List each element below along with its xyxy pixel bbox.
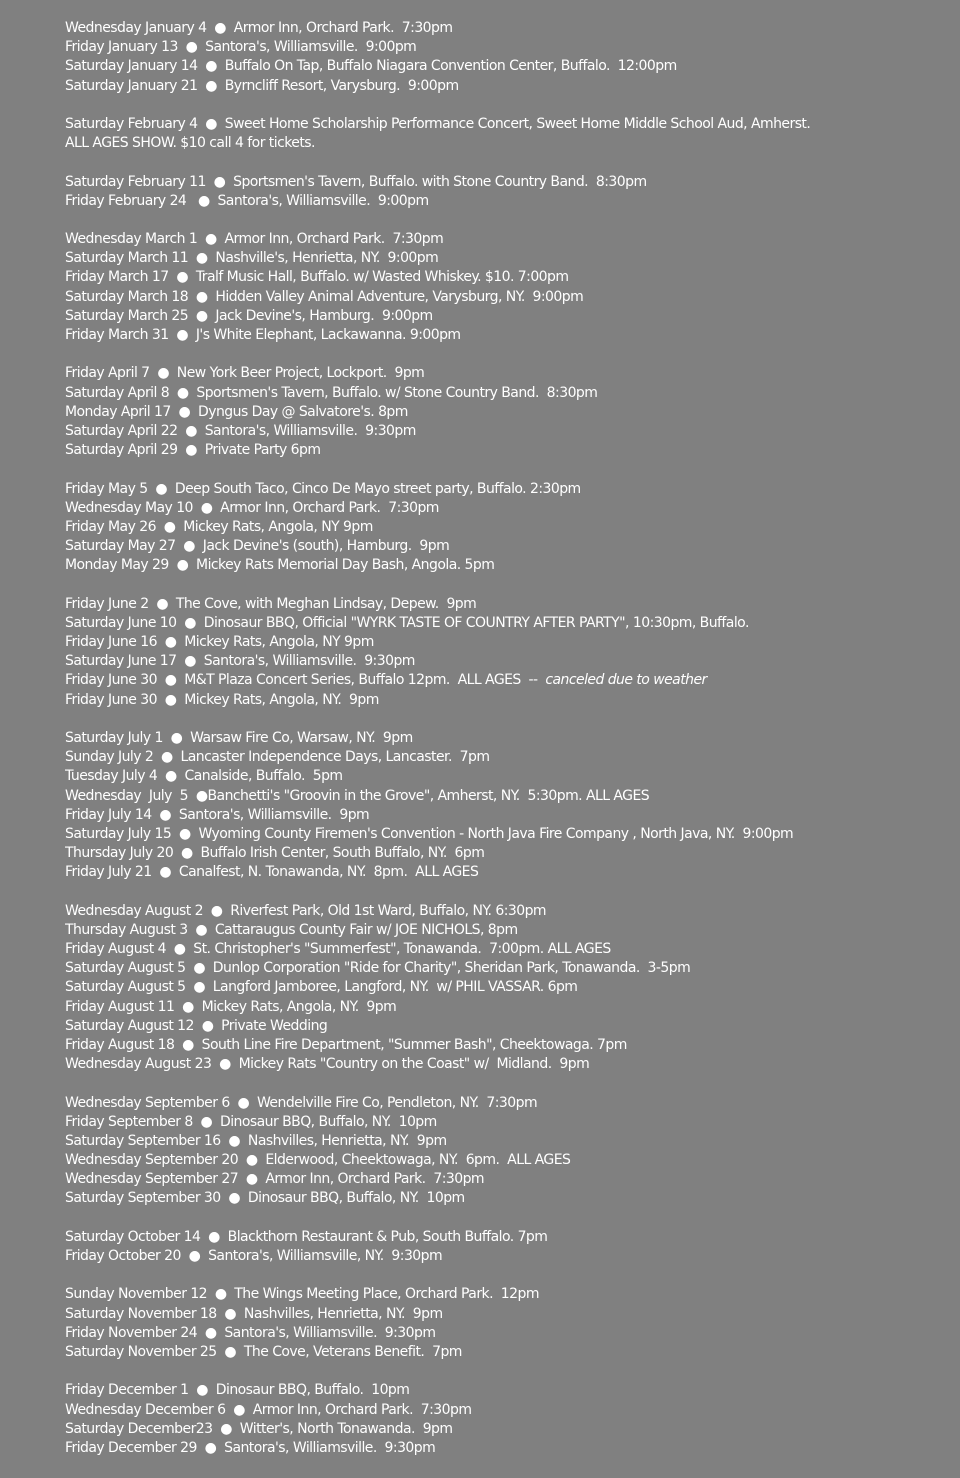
- month-group-july: [65, 729, 945, 883]
- event-item: Saturday January 14 ● Buffalo On Tap, Buffalo Niagara Convention Center, Buffalo. 12:00pm: [65, 58, 677, 75]
- event-item: Saturday March 18 ● Hidden Valley Animal Adventure, Varysburg, NY. 9:00pm: [65, 288, 584, 305]
- event-item: Saturday June 10 ● Dinosaur BBQ, Official "WYRK TASTE OF COUNTRY AFTER PARTY", 10:30pm, Buffalo.: [65, 614, 749, 631]
- month-group-september: [65, 1094, 945, 1209]
- event-item: Friday August 4 ● St. Christopher's "Summerfest", Tonawanda. 7:00pm. ALL AGES: [65, 941, 611, 957]
- event-item: Wednesday December 6 ● Armor Inn, Orchard Park. 7:30pm: [65, 1401, 472, 1418]
- month-group-august: [65, 902, 945, 1075]
- event-item: Saturday May 27 ● Jack Devine's (south), Hamburg. 9pm: [65, 538, 450, 555]
- event-item: Saturday September 30 ● Dinosaur BBQ, Buffalo, NY. 10pm: [65, 1190, 465, 1207]
- event-item-continuation: ALL AGES SHOW. $10 call 4 for tickets.: [65, 135, 315, 152]
- event-item: Saturday March 11 ● Nashville's, Henrietta, NY. 9:00pm: [65, 250, 439, 267]
- event-item: Saturday March 25 ● Jack Devine's, Hamburg. 9:00pm: [65, 307, 433, 324]
- event-item: Saturday April 29 ● Private Party 6pm: [65, 442, 321, 459]
- event-item: Saturday November 25 ● The Cove, Veterans Benefit. 7pm: [65, 1343, 462, 1360]
- event-item: Saturday September 16 ● Nashvilles, Henrietta, NY. 9pm: [65, 1132, 447, 1149]
- event-item: Thursday August 3 ● Cattaraugus County Fair w/ JOE NICHOLS, 8pm: [65, 921, 518, 938]
- event-item: Tuesday July 4 ● Canalside, Buffalo. 5pm: [65, 768, 343, 785]
- event-item: Saturday July 1 ● Warsaw Fire Co, Warsaw, NY. 9pm: [65, 729, 413, 746]
- event-schedule: [65, 19, 945, 1477]
- event-item: Friday May 26 ● Mickey Rats, Angola, NY 9pm: [65, 518, 373, 535]
- event-item: Friday March 17 ● Tralf Music Hall, Buffalo. w/ Wasted Whiskey. $10. 7:00pm: [65, 269, 569, 286]
- event-item: Wednesday May 10 ● Armor Inn, Orchard Park. 7:30pm: [65, 499, 439, 516]
- month-group-april: [65, 364, 945, 460]
- event-item: Saturday November 18 ● Nashvilles, Henrietta, NY. 9pm: [65, 1305, 443, 1322]
- event-item: Saturday April 22 ● Santora's, Williamsville. 9:30pm: [65, 422, 416, 439]
- event-item: Saturday August 5 ● Dunlop Corporation "Ride for Charity", Sheridan Park, Tonawanda. 3-5pm: [65, 960, 691, 977]
- event-item: Saturday February 4 ● Sweet Home Scholarship Performance Concert, Sweet Home Middle School Aud, Amherst.: [65, 115, 811, 132]
- event-item: Monday May 29 ● Mickey Rats Memorial Day Bash, Angola. 5pm: [65, 557, 495, 574]
- event-item: Saturday June 17 ● Santora's, Williamsville. 9:30pm: [65, 653, 415, 670]
- event-item: Sunday July 2 ● Lancaster Independence Days, Lancaster. 7pm: [65, 749, 490, 766]
- event-item: Friday July 21 ● Canalfest, N. Tonawanda, NY. 8pm. ALL AGES: [65, 864, 479, 881]
- month-group-october: [65, 1228, 945, 1266]
- event-item: Sunday November 12 ● The Wings Meeting Place, Orchard Park. 12pm: [65, 1286, 539, 1303]
- event-item: Wednesday July 5 ●Banchetti's "Groovin in the Grove", Amherst, NY. 5:30pm. ALL AGES: [65, 787, 650, 804]
- month-group-january: [65, 19, 945, 96]
- event-item: Wednesday January 4 ● Armor Inn, Orchard Park. 7:30pm: [65, 20, 453, 36]
- event-text: Friday June 30 ● M&T Plaza Concert Series, Buffalo 12pm. ALL AGES --: [65, 672, 546, 689]
- event-item: Wednesday August 2 ● Riverfest Park, Old 1st Ward, Buffalo, NY. 6:30pm: [65, 902, 547, 919]
- month-group-february: [65, 173, 945, 211]
- event-item-canceled: [65, 671, 945, 690]
- event-item: Friday March 31 ● J's White Elephant, Lackawanna. 9:00pm: [65, 327, 461, 343]
- event-item: Monday April 17 ● Dyngus Day @ Salvatore's. 8pm: [65, 403, 408, 420]
- event-item: Friday June 16 ● Mickey Rats, Angola, NY 9pm: [65, 634, 374, 650]
- event-item: Friday December 1 ● Dinosaur BBQ, Buffalo. 10pm: [65, 1382, 410, 1399]
- event-item: Wednesday September 20 ● Elderwood, Cheektowaga, NY. 6pm. ALL AGES: [65, 1152, 571, 1169]
- event-item: Saturday August 12 ● Private Wedding: [65, 1017, 328, 1034]
- month-group-february-concert: [65, 115, 945, 153]
- event-item: Friday September 8 ● Dinosaur BBQ, Buffalo, NY. 10pm: [65, 1113, 437, 1130]
- event-item: Saturday July 15 ● Wyoming County Firemen's Convention - North Java Fire Company , North Java, NY. 9:00pm: [65, 825, 794, 842]
- month-group-may: [65, 480, 945, 576]
- canceled-note: canceled due to weather: [545, 672, 707, 689]
- event-item: Saturday April 8 ● Sportsmen's Tavern, Buffalo. w/ Stone Country Band. 8:30pm: [65, 384, 598, 401]
- month-group-march: [65, 230, 945, 345]
- event-item: Wednesday September 27 ● Armor Inn, Orchard Park. 7:30pm: [65, 1171, 485, 1188]
- event-item: Saturday August 5 ● Langford Jamboree, Langford, NY. w/ PHIL VASSAR. 6pm: [65, 979, 578, 996]
- event-item: Friday May 5 ● Deep South Taco, Cinco De Mayo street party, Buffalo. 2:30pm: [65, 480, 581, 497]
- event-item: Friday July 14 ● Santora's, Williamsville. 9pm: [65, 806, 370, 823]
- event-item: Friday August 11 ● Mickey Rats, Angola, NY. 9pm: [65, 998, 397, 1015]
- event-item: Friday November 24 ● Santora's, Williamsville. 9:30pm: [65, 1324, 436, 1341]
- event-item: Friday August 18 ● South Line Fire Department, "Summer Bash", Cheektowaga. 7pm: [65, 1036, 627, 1053]
- month-group-june: [65, 595, 945, 710]
- month-group-november: [65, 1285, 945, 1362]
- month-group-december: [65, 1381, 945, 1458]
- event-item: Friday October 20 ● Santora's, Williamsville, NY. 9:30pm: [65, 1248, 443, 1264]
- event-item: Friday December 29 ● Santora's, Williamsville. 9:30pm: [65, 1439, 436, 1456]
- event-item: Wednesday September 6 ● Wendelville Fire Co, Pendleton, NY. 7:30pm: [65, 1094, 538, 1111]
- event-item: Friday April 7 ● New York Beer Project, Lockport. 9pm: [65, 365, 425, 382]
- event-item: Friday January 13 ● Santora's, Williamsville. 9:00pm: [65, 39, 417, 56]
- event-item: Saturday December23 ● Witter's, North Tonawanda. 9pm: [65, 1420, 453, 1437]
- event-item: Friday June 30 ● Mickey Rats, Angola, NY. 9pm: [65, 691, 379, 708]
- event-item: Saturday January 21 ● Byrncliff Resort, Varysburg. 9:00pm: [65, 77, 459, 94]
- event-item: Wednesday August 23 ● Mickey Rats "Country on the Coast" w/ Midland. 9pm: [65, 1056, 590, 1073]
- event-item: Thursday July 20 ● Buffalo Irish Center, South Buffalo, NY. 6pm: [65, 845, 485, 862]
- event-item: Saturday October 14 ● Blackthorn Restaurant & Pub, South Buffalo. 7pm: [65, 1228, 548, 1245]
- event-item: Wednesday March 1 ● Armor Inn, Orchard Park. 7:30pm: [65, 231, 444, 248]
- event-item: Friday February 24 ● Santora's, Williamsville. 9:00pm: [65, 192, 429, 209]
- event-item: Friday June 2 ● The Cove, with Meghan Lindsay, Depew. 9pm: [65, 595, 477, 612]
- event-item: Saturday February 11 ● Sportsmen's Tavern, Buffalo. with Stone Country Band. 8:30pm: [65, 173, 647, 190]
